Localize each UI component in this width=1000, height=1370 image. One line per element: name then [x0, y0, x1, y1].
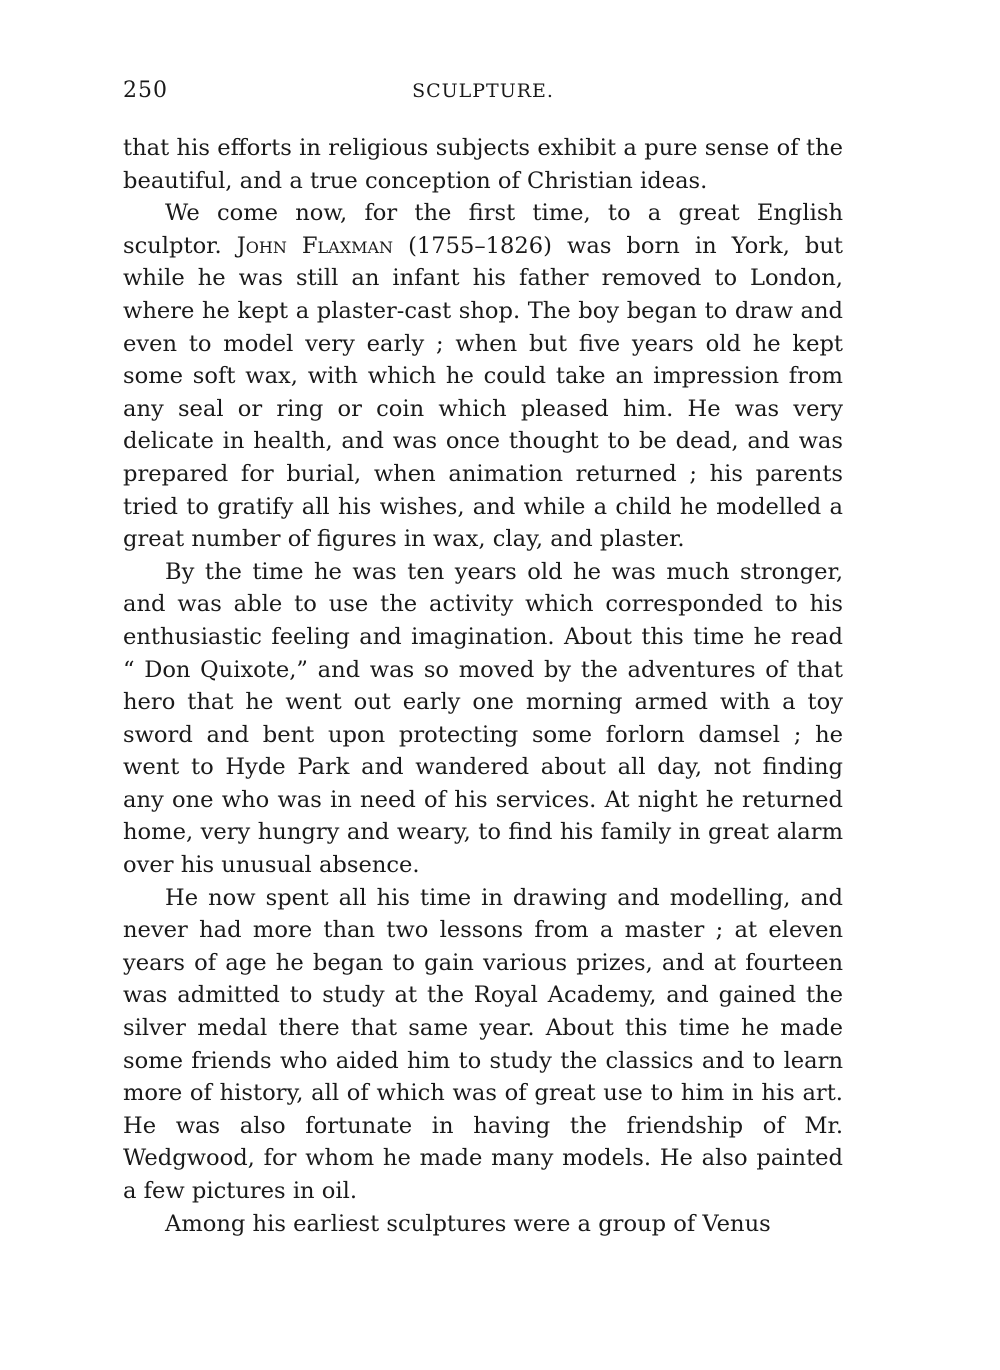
paragraph-training: He now spent all his time in drawing and modelling, and never had more than two lessons from a master ; at eleven years of age he began to gain various prizes, and at fourteen was admitted to study at the Royal Academy, and gained the silver medal there that same year. About this time he made some friends who aided him to study the classics and to learn more of history, all of which was of great use to him in his art. He was also fortunate in having the friendship of Mr. Wedgwood, for whom he made many models. He also painted a few pictures in oil. — [123, 884, 843, 1204]
sculptor-name: John Flaxman — [236, 232, 394, 259]
paragraph-childhood: By the time he was ten years old he was much stronger, and was able to use the activity which corresponded to his enthusiastic feeling and imagination. About this time he read “ Don Quixote,” and was so moved by the adventures of that hero that he went out early one morning armed with a toy sword and bent upon protecting some forlorn damsel ; he went to Hyde Park and wandered about all day, not finding any one who was in need of his services. At night he returned home, very hungry and weary, to find his family in great alarm over his unusual absence. — [123, 558, 843, 879]
body-text — [123, 132, 843, 1240]
page-number: 250 — [123, 78, 168, 103]
paragraph-text: (1755–1826) was born in York, but while he was still an infant his father removed to London, where he kept a plaster-cast shop. The boy began to draw and even to model very early ; when but five years old he kept some soft wax, with which he could take an impression from any seal or ring or coin which pleased him. He was very delicate in health, and was once thought to be dead, and was prepared for burial, when animation returned ; his parents tried to gratify all his wishes, and while a child he modelled a great number of figures in wax, clay, and plaster. — [123, 232, 844, 553]
page-header — [123, 72, 843, 106]
running-head: SCULPTURE. — [412, 80, 554, 102]
paragraph-flaxman-intro — [123, 197, 843, 556]
paragraph-earliest-sculptures: Among his earliest sculptures were a group of Venus — [165, 1210, 771, 1237]
book-page — [123, 72, 843, 1240]
paragraph-continuation: that his efforts in religious subjects exhibit a pure sense of the beautiful, and a true conception of Christian ideas. — [123, 135, 843, 194]
paragraph-text: We come now, for the first time, to a great English sculptor. — [123, 200, 843, 259]
